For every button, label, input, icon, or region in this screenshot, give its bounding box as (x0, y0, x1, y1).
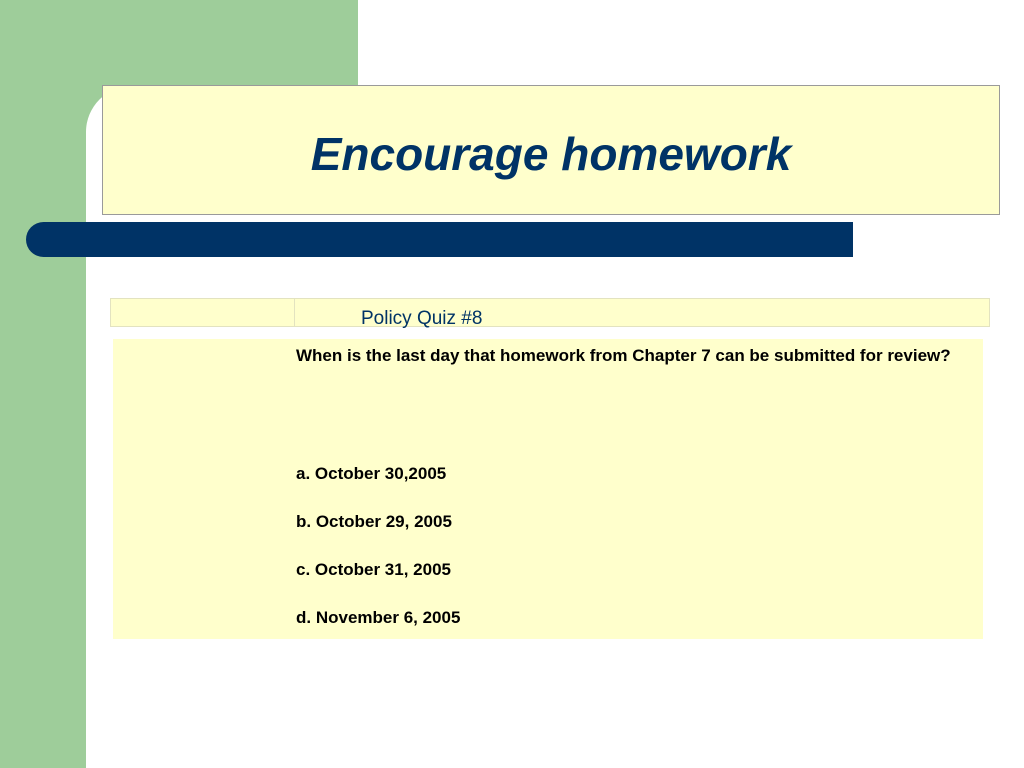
quiz-question: When is the last day that homework from Chapter 7 can be submitted for review? (296, 346, 951, 365)
answer-options (296, 462, 460, 654)
answer-option-a: a. October 30,2005 (296, 464, 447, 483)
slide-title: Encourage homework (310, 128, 792, 180)
title-box (102, 85, 1000, 215)
quiz-body (113, 339, 983, 639)
navy-accent-bar (26, 222, 853, 257)
quiz-title: Policy Quiz #8 (361, 308, 483, 329)
quiz-header-row (110, 298, 990, 327)
answer-option-d: d. November 6, 2005 (296, 608, 461, 627)
answer-option-c: c. October 31, 2005 (296, 560, 451, 579)
answer-option-b: b. October 29, 2005 (296, 512, 452, 531)
quiz-header-divider (294, 299, 295, 326)
